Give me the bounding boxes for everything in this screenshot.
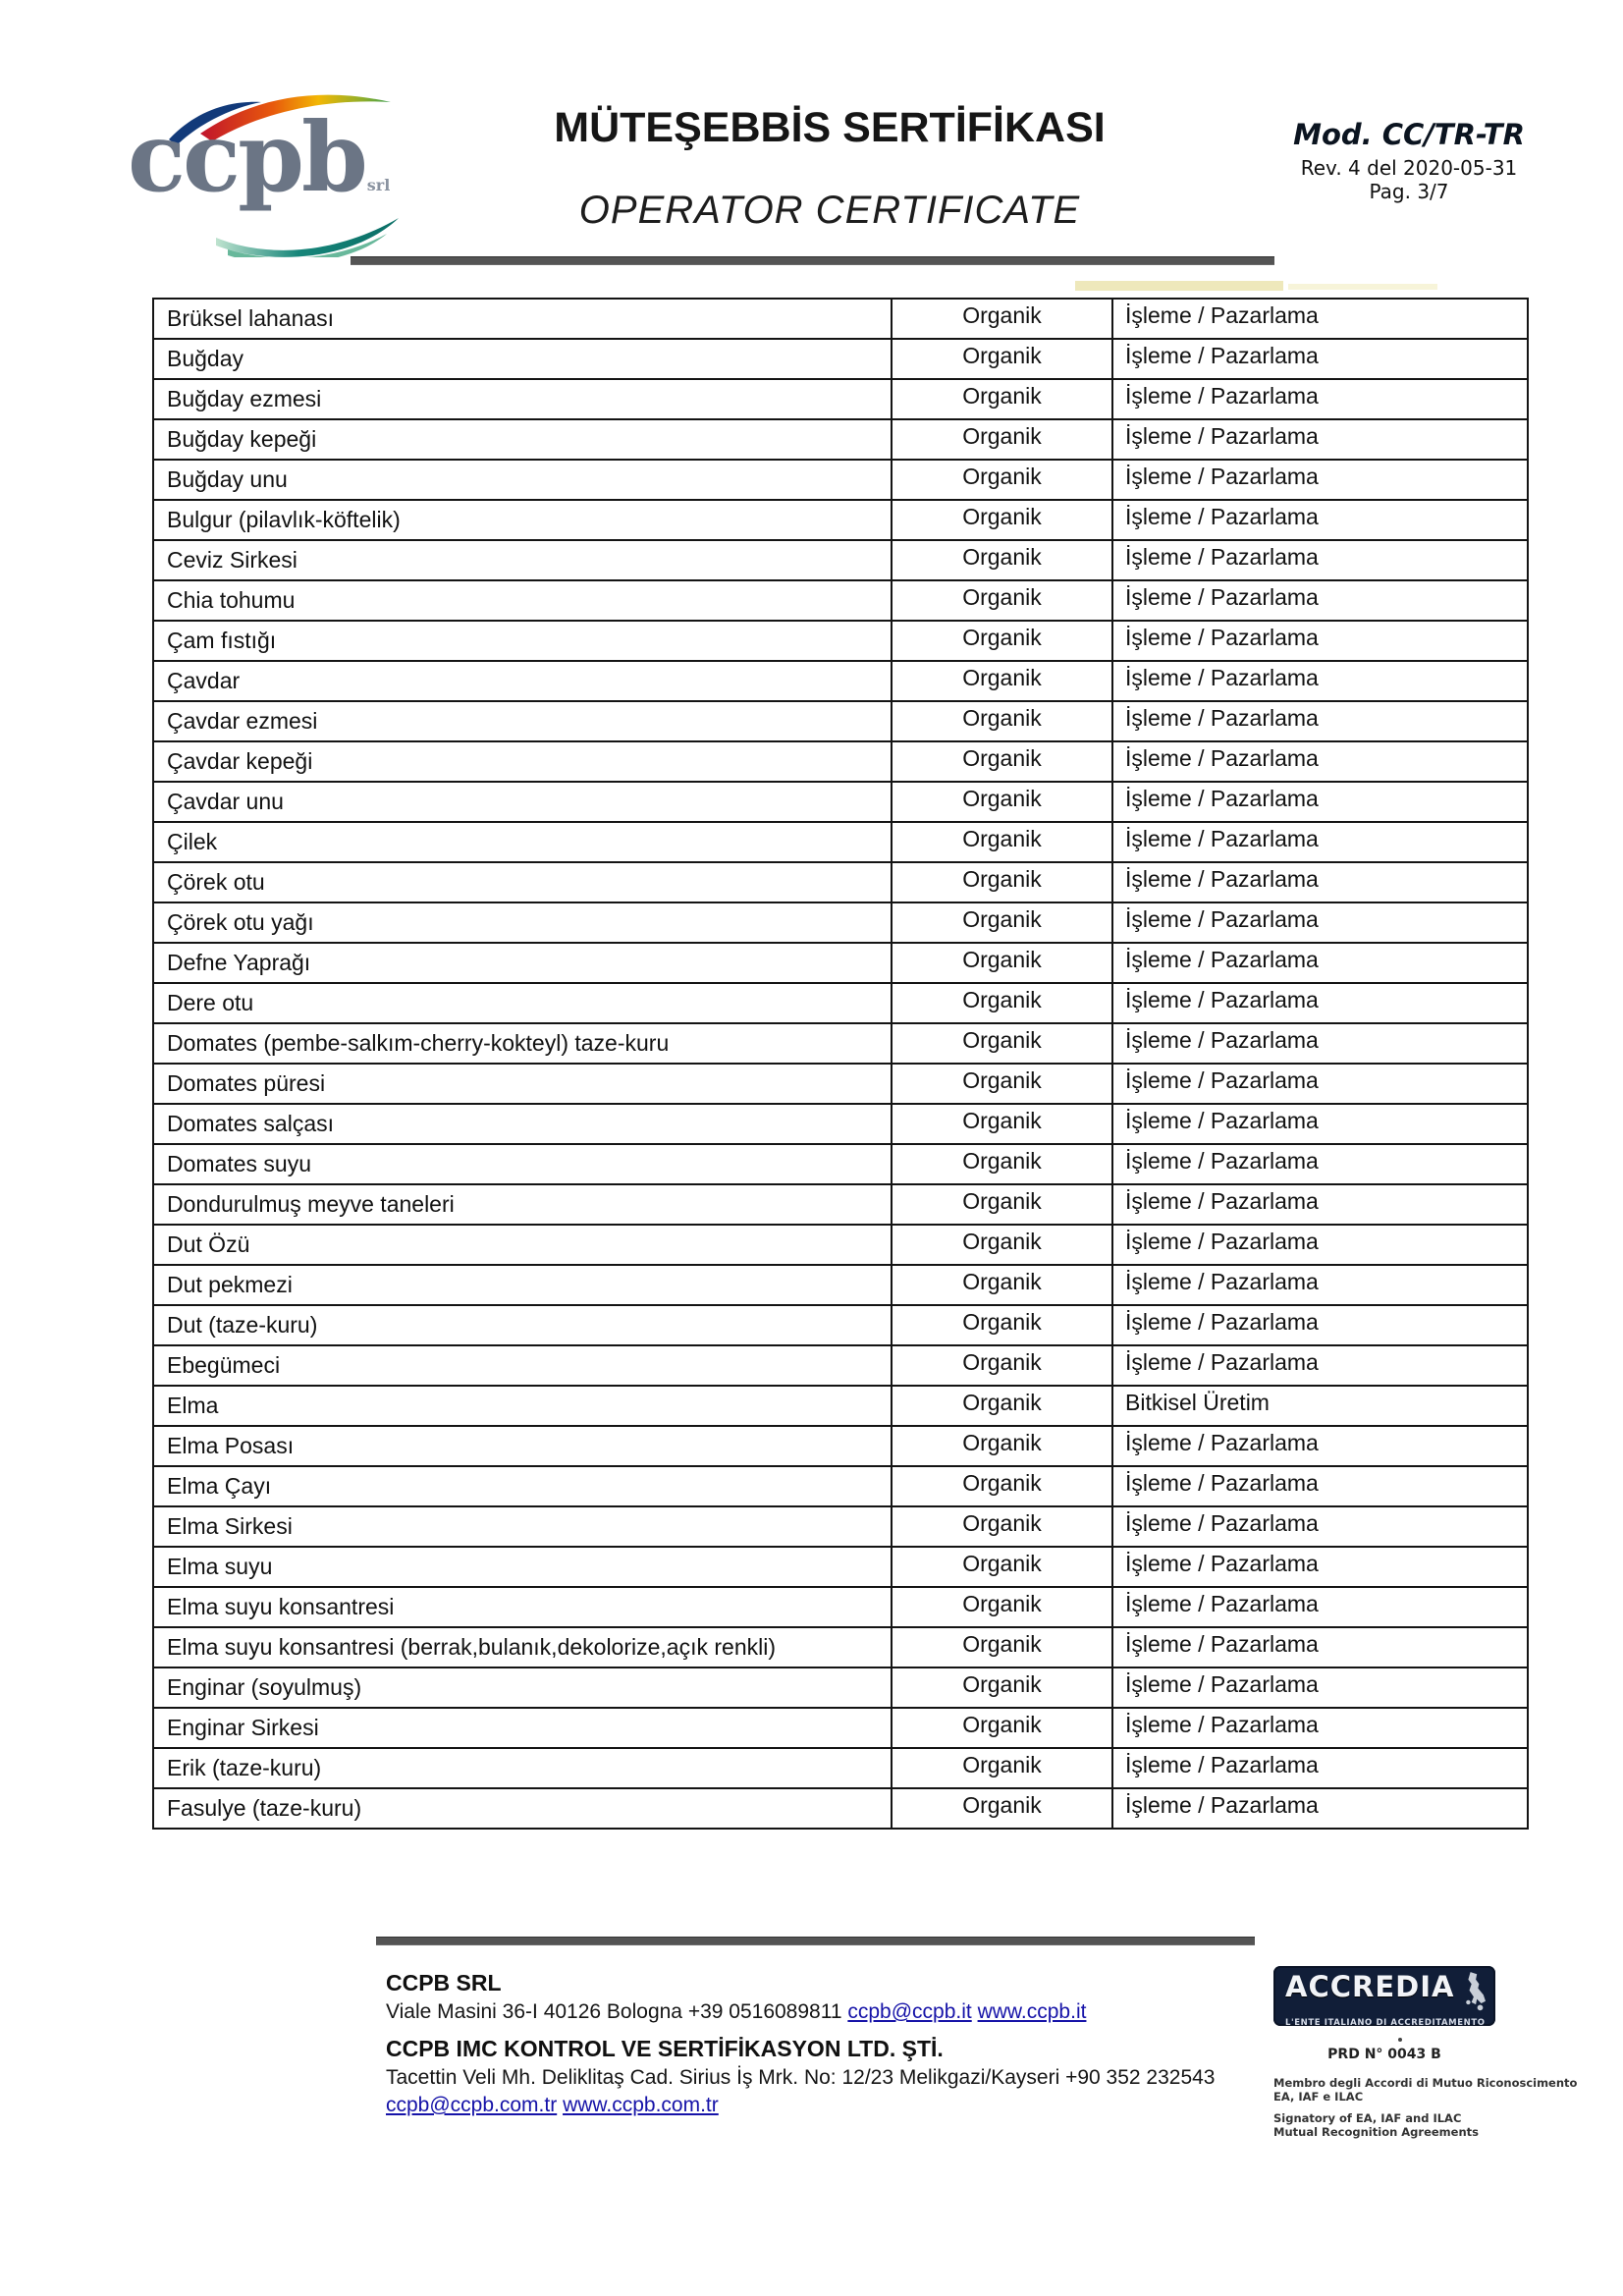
footer-contacts [386,1970,1274,2117]
status-cell: Organik [892,621,1112,661]
activity-cell: İşleme / Pazarlama [1112,1265,1528,1305]
scan-artifact [1288,284,1437,290]
membro-line2: EA, IAF e ILAC [1273,2090,1364,2105]
status-cell: Organik [892,1345,1112,1386]
activity-cell: İşleme / Pazarlama [1112,1627,1528,1667]
table-row [153,339,1528,379]
status-cell: Organik [892,419,1112,460]
status-cell: Organik [892,460,1112,500]
activity-cell: Bitkisel Üretim [1112,1386,1528,1426]
activity-cell: İşleme / Pazarlama [1112,1064,1528,1104]
status-cell: Organik [892,299,1112,339]
ccpb-tr-address: Tacettin Veli Mh. Deliklitaş Cad. Sirius İş Mrk. No: 12/23 Melikgazi/Kayseri +90 352 232543 [386,2066,1216,2089]
activity-cell: İşleme / Pazarlama [1112,460,1528,500]
table-row [153,983,1528,1023]
activity-cell: İşleme / Pazarlama [1112,1466,1528,1506]
ccpb-srl-name: CCPB SRL [386,1970,502,1995]
table-row [153,500,1528,540]
table-row [153,1708,1528,1748]
status-cell: Organik [892,1104,1112,1144]
activity-cell: İşleme / Pazarlama [1112,782,1528,822]
table-row [153,943,1528,983]
activity-cell: İşleme / Pazarlama [1112,741,1528,782]
accredia-logo [1273,1966,1495,2026]
activity-cell: İşleme / Pazarlama [1112,1345,1528,1386]
product-cell: Bulgur (pilavlık-köftelik) [153,500,892,540]
product-cell: Dut pekmezi [153,1265,892,1305]
table-row [153,540,1528,580]
product-cell: Elma Sirkesi [153,1506,892,1547]
activity-cell: İşleme / Pazarlama [1112,339,1528,379]
table-row [153,1466,1528,1506]
product-cell: Çilek [153,822,892,862]
table-row [153,1788,1528,1829]
product-cell: Dut (taze-kuru) [153,1305,892,1345]
ccpb-srl-email-link[interactable]: ccpb@ccpb.it [847,2000,972,2023]
product-cell: Çam fıstığı [153,621,892,661]
accredia-subtitle: L'ENTE ITALIANO DI ACCREDITAMENTO [1285,2018,1486,2028]
product-cell: Elma suyu konsantresi (berrak,bulanık,dekolorize,açık renkli) [153,1627,892,1667]
table-row [153,862,1528,902]
footer-divider [376,1937,1255,1945]
status-cell: Organik [892,1225,1112,1265]
status-cell: Organik [892,1788,1112,1829]
product-cell: Çörek otu yağı [153,902,892,943]
table-row [153,621,1528,661]
activity-cell: İşleme / Pazarlama [1112,299,1528,339]
product-cell: Çavdar ezmesi [153,701,892,741]
product-cell: Çörek otu [153,862,892,902]
status-cell: Organik [892,983,1112,1023]
status-cell: Organik [892,1386,1112,1426]
table-row [153,1104,1528,1144]
status-cell: Organik [892,1144,1112,1184]
activity-cell: İşleme / Pazarlama [1112,1667,1528,1708]
activity-cell: İşleme / Pazarlama [1112,580,1528,621]
status-cell: Organik [892,701,1112,741]
activity-cell: İşleme / Pazarlama [1112,943,1528,983]
activity-cell: İşleme / Pazarlama [1112,822,1528,862]
table-row [153,379,1528,419]
activity-cell: İşleme / Pazarlama [1112,379,1528,419]
status-cell: Organik [892,1587,1112,1627]
table-row [153,1426,1528,1466]
status-cell: Organik [892,1064,1112,1104]
activity-cell: İşleme / Pazarlama [1112,1023,1528,1064]
status-cell: Organik [892,822,1112,862]
logo-wordmark: ccpb srl [128,101,391,213]
table-row [153,1064,1528,1104]
title-block [437,104,1222,233]
table-row [153,701,1528,741]
accredia-prd-number: PRD N° 0043 B [1327,2047,1441,2062]
activity-cell: İşleme / Pazarlama [1112,621,1528,661]
status-cell: Organik [892,540,1112,580]
table-row [153,782,1528,822]
table-row [153,1667,1528,1708]
activity-cell: İşleme / Pazarlama [1112,661,1528,701]
ccpb-srl-address-line [386,2000,1274,2024]
table-row [153,661,1528,701]
table-row [153,460,1528,500]
table-row [153,1547,1528,1587]
logo-swoosh-bottom-icon [212,208,408,257]
ccpb-tr-website-link[interactable]: www.ccpb.com.tr [563,2094,719,2116]
product-cell: Buğday kepeği [153,419,892,460]
product-cell: Domates püresi [153,1064,892,1104]
header-divider [351,256,1274,265]
activity-cell: İşleme / Pazarlama [1112,1547,1528,1587]
activity-cell: İşleme / Pazarlama [1112,1305,1528,1345]
product-cell: Çavdar unu [153,782,892,822]
ccpb-srl-website-link[interactable]: www.ccpb.it [977,2000,1087,2023]
ccpb-tr-name: CCPB IMC KONTROL VE SERTİFİKASYON LTD. ŞTİ. [386,2036,944,2061]
product-cell: Fasulye (taze-kuru) [153,1788,892,1829]
signatory-line2: Mutual Recognition Agreements [1273,2125,1479,2140]
status-cell: Organik [892,1667,1112,1708]
status-cell: Organik [892,1184,1112,1225]
table-row [153,419,1528,460]
product-cell: Domates suyu [153,1144,892,1184]
status-cell: Organik [892,1426,1112,1466]
product-cell: Elma suyu konsantresi [153,1587,892,1627]
products-table [152,298,1529,1830]
activity-cell: İşleme / Pazarlama [1112,701,1528,741]
status-cell: Organik [892,339,1112,379]
product-cell: Dondurulmuş meyve taneleri [153,1184,892,1225]
activity-cell: İşleme / Pazarlama [1112,1426,1528,1466]
status-cell: Organik [892,500,1112,540]
status-cell: Organik [892,1506,1112,1547]
product-cell: Buğday unu [153,460,892,500]
table-row [153,1144,1528,1184]
product-cell: Çavdar [153,661,892,701]
activity-cell: İşleme / Pazarlama [1112,1788,1528,1829]
table-row [153,1305,1528,1345]
products-table-body [153,299,1528,1829]
status-cell: Organik [892,1627,1112,1667]
status-cell: Organik [892,902,1112,943]
table-row [153,1627,1528,1667]
status-cell: Organik [892,862,1112,902]
product-cell: Ebegümeci [153,1345,892,1386]
document-meta [1281,118,1537,203]
table-row [153,902,1528,943]
ccpb-logo [126,88,430,265]
product-cell: Domates (pembe-salkım-cherry-kokteyl) taze-kuru [153,1023,892,1064]
table-row [153,1386,1528,1426]
status-cell: Organik [892,661,1112,701]
accredia-dot [1398,2038,1402,2042]
activity-cell: İşleme / Pazarlama [1112,419,1528,460]
table-row [153,1184,1528,1225]
signatory-line1: Signatory of EA, IAF and ILAC [1273,2111,1462,2125]
doc-revision: Rev. 4 del 2020-05-31 [1300,156,1518,180]
product-cell: Dere otu [153,983,892,1023]
accredia-signatory-text [1273,2111,1597,2140]
activity-cell: İşleme / Pazarlama [1112,500,1528,540]
product-cell: Erik (taze-kuru) [153,1748,892,1788]
status-cell: Organik [892,580,1112,621]
table-row [153,1023,1528,1064]
ccpb-tr-links-line [386,2094,1274,2117]
status-cell: Organik [892,1023,1112,1064]
table-row [153,741,1528,782]
table-row [153,1587,1528,1627]
membro-line1: Membro degli Accordi di Mutuo Riconoscimento [1273,2076,1578,2090]
product-cell: Enginar (soyulmuş) [153,1667,892,1708]
activity-cell: İşleme / Pazarlama [1112,1708,1528,1748]
product-cell: Elma Posası [153,1426,892,1466]
status-cell: Organik [892,943,1112,983]
activity-cell: İşleme / Pazarlama [1112,1506,1528,1547]
status-cell: Organik [892,1305,1112,1345]
activity-cell: İşleme / Pazarlama [1112,540,1528,580]
logo-srl: srl [366,176,391,194]
table-row [153,580,1528,621]
activity-cell: İşleme / Pazarlama [1112,1144,1528,1184]
activity-cell: İşleme / Pazarlama [1112,902,1528,943]
activity-cell: İşleme / Pazarlama [1112,1104,1528,1144]
product-cell: Çavdar kepeği [153,741,892,782]
activity-cell: İşleme / Pazarlama [1112,1587,1528,1627]
ccpb-srl-address: Viale Masini 36-I 40126 Bologna +39 0516089811 [386,2000,842,2023]
doc-page-number: Pag. 3/7 [1369,180,1449,203]
activity-cell: İşleme / Pazarlama [1112,983,1528,1023]
activity-cell: İşleme / Pazarlama [1112,1748,1528,1788]
product-cell: Enginar Sirkesi [153,1708,892,1748]
table-row [153,822,1528,862]
ccpb-tr-email-link[interactable]: ccpb@ccpb.com.tr [386,2094,558,2116]
product-cell: Defne Yaprağı [153,943,892,983]
scan-artifact [1075,281,1283,291]
product-cell: Elma suyu [153,1547,892,1587]
product-cell: Buğday [153,339,892,379]
product-cell: Ceviz Sirkesi [153,540,892,580]
table-row [153,1345,1528,1386]
status-cell: Organik [892,1748,1112,1788]
status-cell: Organik [892,741,1112,782]
product-cell: Buğday ezmesi [153,379,892,419]
product-cell: Brüksel lahanası [153,299,892,339]
product-cell: Domates salçası [153,1104,892,1144]
status-cell: Organik [892,1708,1112,1748]
product-cell: Chia tohumu [153,580,892,621]
activity-cell: İşleme / Pazarlama [1112,862,1528,902]
table-row [153,299,1528,339]
page-title: MÜTEŞEBBİS SERTİFİKASI [554,104,1106,151]
doc-model: Mod. CC/TR-TR [1293,118,1525,151]
table-row [153,1265,1528,1305]
product-cell: Elma [153,1386,892,1426]
accredia-membership-text [1273,2076,1597,2105]
page-subtitle: OPERATOR CERTIFICATE [578,189,1081,232]
status-cell: Organik [892,1265,1112,1305]
table-row [153,1748,1528,1788]
table-row [153,1225,1528,1265]
accredia-wordmark: ACCREDIA [1285,1970,1455,2003]
activity-cell: İşleme / Pazarlama [1112,1225,1528,1265]
status-cell: Organik [892,1547,1112,1587]
table-row [153,1506,1528,1547]
product-cell: Elma Çayı [153,1466,892,1506]
status-cell: Organik [892,379,1112,419]
status-cell: Organik [892,782,1112,822]
italy-map-icon [1458,1971,1491,2014]
activity-cell: İşleme / Pazarlama [1112,1184,1528,1225]
status-cell: Organik [892,1466,1112,1506]
product-cell: Dut Özü [153,1225,892,1265]
